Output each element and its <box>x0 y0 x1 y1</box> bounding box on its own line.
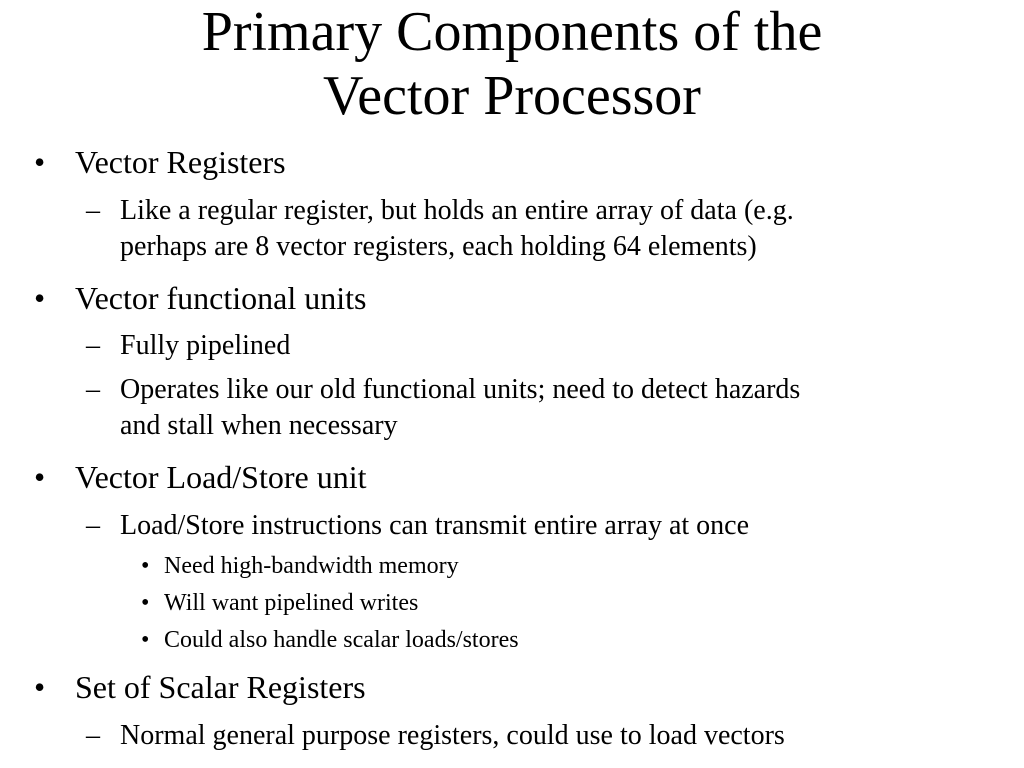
subitem-line-2: perhaps are 8 vector registers, each holding 64 elements) <box>120 231 757 262</box>
bullet-icon: • <box>141 627 150 653</box>
slide-title-line-2: Vector Processor <box>323 65 701 127</box>
subitem-vector-registers-description <box>86 193 970 265</box>
bullet-icon: • <box>34 669 46 705</box>
bullet-icon: • <box>34 459 46 495</box>
dash-icon: – <box>86 510 100 541</box>
bullet-text: Vector Load/Store unit <box>75 459 367 495</box>
subitem-line-1: Load/Store instructions can transmit entire array at once <box>120 510 750 541</box>
bullet-icon: • <box>141 590 150 616</box>
slide-title-line-1: Primary Components of the <box>201 1 823 63</box>
subitem-operates-like-functional-units <box>86 372 970 444</box>
bullet-text: Vector functional units <box>75 280 367 316</box>
bullet-text: Set of Scalar Registers <box>75 669 366 705</box>
subitem-text <box>120 193 970 265</box>
slide-title <box>0 0 1024 128</box>
subitem-normal-general-purpose-registers <box>86 718 970 754</box>
bullet-icon: • <box>34 280 46 316</box>
subitem-load-store-instructions <box>86 508 970 544</box>
subsubitem-text: Need high-bandwidth memory <box>164 553 459 579</box>
subitem-line-1: Fully pipelined <box>120 330 291 361</box>
subitem-text <box>120 508 970 544</box>
dash-icon: – <box>86 330 100 361</box>
dash-icon: – <box>86 374 100 405</box>
dash-icon: – <box>86 720 100 751</box>
subitem-line-2: and stall when necessary <box>120 410 398 441</box>
bullet-text: Vector Registers <box>75 144 286 180</box>
subitem-fully-pipelined <box>86 328 970 364</box>
subitem-text <box>120 718 970 754</box>
bullet-icon: • <box>34 144 46 180</box>
subsubitem-text: Will want pipelined writes <box>164 590 419 616</box>
subsubitem-text: Could also handle scalar loads/stores <box>164 627 519 653</box>
subitem-line-1: Like a regular register, but holds an entire array of data (e.g. <box>120 195 794 226</box>
subitem-line-1: Operates like our old functional units; need to detect hazards <box>120 374 801 405</box>
subitem-text <box>120 328 970 364</box>
bullet-icon: • <box>141 553 150 579</box>
dash-icon: – <box>86 195 100 226</box>
subitem-line-1: Normal general purpose registers, could use to load vectors <box>120 720 785 751</box>
subitem-text <box>120 372 970 444</box>
